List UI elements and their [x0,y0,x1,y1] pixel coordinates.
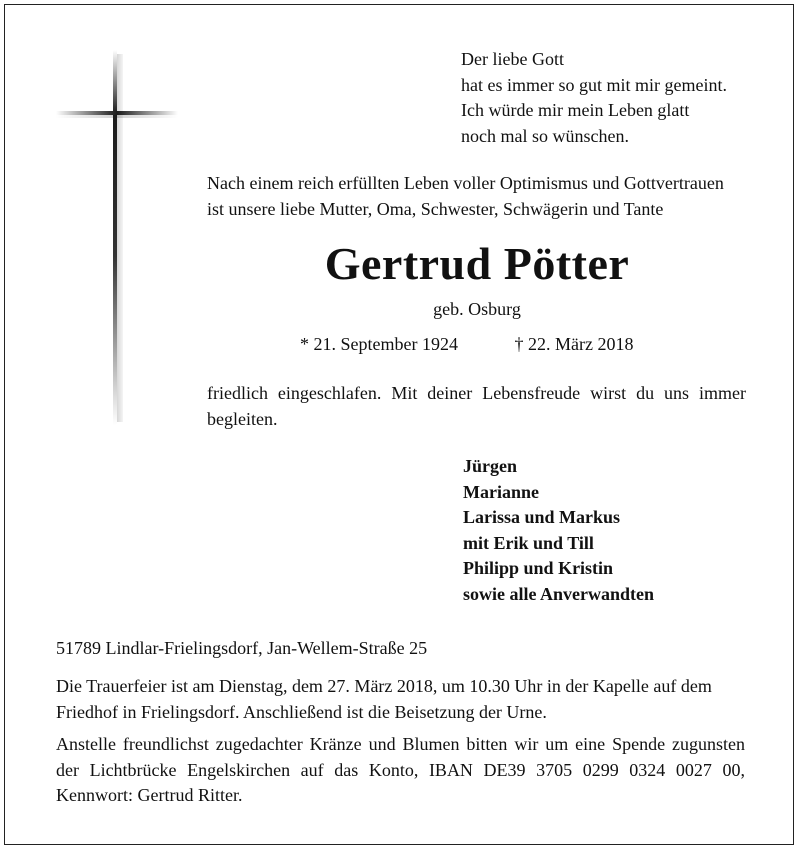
motto-line: Ich würde mir mein Leben glatt [461,100,690,120]
donation-request: Anstelle freundlichst zugedachter Kränze und Blumen bitten wir um eine Spende zugunsten der Lichtbrücke Engelskirchen auf das Konto, IBAN DE39 3705 0299 0324 0027 00, Kennwort: Gertrud Ritter. [56,734,745,805]
deceased-name: Gertrud Pötter [324,238,630,289]
birth-date: * 21. September 1924 [300,334,458,354]
mourner-name: Larissa und Markus [463,507,621,527]
intro-line: ist unsere liebe Mutter, Oma, Schwester, Schwägerin und Tante [207,198,664,219]
mourner-name: Jürgen [463,456,517,476]
death-date: † 22. März 2018 [514,334,634,354]
life-dates [300,332,633,356]
maiden-name: geb. Osburg [433,299,521,319]
intro-line: Nach einem reich erfüllten Leben voller Optimismus und Gottvertrauen [207,173,724,193]
motto-line: Der liebe Gott [461,49,564,69]
motto-verse [461,47,727,149]
mourner-name: Marianne [463,481,539,502]
intro-paragraph [207,171,747,222]
mourner-name: mit Erik und Till [463,532,594,553]
motto-line: noch mal so wünschen. [461,125,629,146]
cross-icon [56,50,178,425]
mourner-name: sowie alle Anverwandten [463,583,654,604]
funeral-service-info: Die Trauerfeier ist am Dienstag, dem 27. März 2018, um 10.30 Uhr in der Kapelle auf dem Friedhof in Frielingsdorf. Anschließend ist die Beisetzung der Urne. [56,676,712,722]
mourner-name: Philipp und Kristin [463,558,614,578]
family-address: 51789 Lindlar-Frielingsdorf, Jan-Wellem-Straße 25 [56,638,428,658]
mourners-list [463,454,654,607]
motto-line: hat es immer so gut mit mir gemeint. [461,74,727,95]
closing-paragraph: friedlich eingeschlafen. Mit deiner Lebensfreude wirst du uns immer begleiten. [207,383,746,429]
